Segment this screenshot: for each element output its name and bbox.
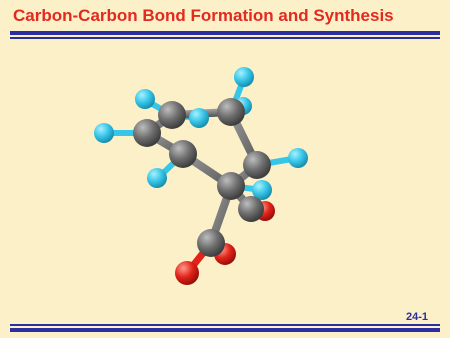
hydrogen-atom <box>135 89 155 109</box>
carbon-atom <box>158 101 186 129</box>
footer-rule-thick <box>10 328 440 332</box>
carbon-atom <box>169 140 197 168</box>
hydrogen-atom <box>147 168 167 188</box>
carbon-atom <box>133 119 161 147</box>
slide-title: Carbon-Carbon Bond Formation and Synthesis <box>13 6 394 25</box>
carbon-atom <box>243 151 271 179</box>
hydrogen-atom <box>234 67 254 87</box>
hydrogen-atom <box>288 148 308 168</box>
oxygen-atom <box>175 261 199 285</box>
hydrogen-atom <box>94 123 114 143</box>
carbon-atom <box>197 229 225 257</box>
hydrogen-atom <box>189 108 209 128</box>
atoms <box>94 67 308 285</box>
carbon-atom <box>217 172 245 200</box>
slide-number: 24-1 <box>405 311 428 323</box>
carbon-atom <box>238 196 264 222</box>
footer-rule-thin <box>10 324 440 326</box>
carbon-atom <box>217 98 245 126</box>
